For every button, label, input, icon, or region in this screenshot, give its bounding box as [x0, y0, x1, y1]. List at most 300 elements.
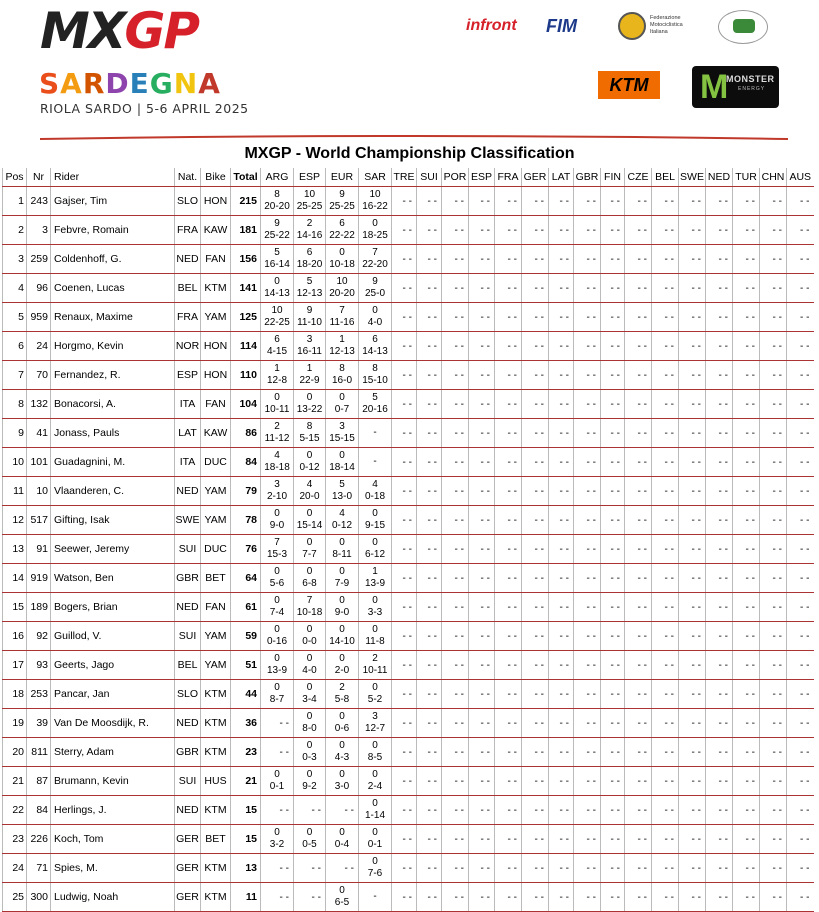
event-result-cell: [294, 187, 326, 216]
event-empty-cell: - -: [417, 622, 442, 651]
event-empty-cell: - -: [417, 593, 442, 622]
event-empty-cell: - -: [601, 564, 625, 593]
event-empty-cell: - -: [733, 216, 760, 245]
event-points: 10: [271, 305, 283, 316]
total-points-cell: 44: [231, 680, 261, 709]
event-empty-cell: - -: [549, 883, 574, 912]
event-empty-cell: - -: [679, 593, 706, 622]
rider-name-cell: Bogers, Brian: [51, 593, 175, 622]
col-header-event: AUS: [787, 168, 814, 187]
total-points-cell: 11: [231, 883, 261, 912]
event-empty-cell: - -: [787, 303, 814, 332]
table-row: [3, 622, 814, 651]
col-header-event: CHN: [760, 168, 787, 187]
event-empty-cell: - -: [625, 361, 652, 390]
event-empty-cell: - -: [652, 477, 679, 506]
event-empty-cell: - -: [652, 593, 679, 622]
event-empty-cell: - -: [760, 332, 787, 361]
event-points: 0: [372, 218, 378, 229]
event-empty-cell: - -: [469, 245, 495, 274]
rider-name-cell: Bonacorsi, A.: [51, 390, 175, 419]
moto-results: 0-3: [302, 752, 317, 763]
event-empty-cell: - -: [679, 419, 706, 448]
event-points: 0: [339, 624, 345, 635]
event-result-cell: [294, 361, 326, 390]
moto-results: 20-16: [362, 404, 388, 415]
event-empty-cell: - -: [679, 564, 706, 593]
number-cell: 41: [27, 419, 51, 448]
event-empty-cell: - -: [679, 187, 706, 216]
bike-cell: KTM: [201, 709, 231, 738]
event-empty-cell: - -: [495, 332, 522, 361]
total-points-cell: 79: [231, 477, 261, 506]
event-empty-cell: - -: [549, 564, 574, 593]
event-empty-cell: - -: [625, 767, 652, 796]
moto-results: 0-12: [299, 462, 320, 473]
event-empty-cell: - -: [549, 854, 574, 883]
nationality-cell: NED: [175, 796, 201, 825]
position-cell: 19: [3, 709, 27, 738]
col-header-nat: Nat.: [175, 168, 201, 187]
moto-results: 22-25: [264, 317, 290, 328]
table-row: [3, 477, 814, 506]
event-empty-cell: - -: [733, 854, 760, 883]
event-points: 0: [339, 537, 345, 548]
event-empty-cell: - -: [760, 448, 787, 477]
event-name: [39, 67, 221, 100]
event-points: 0: [274, 624, 280, 635]
moto-results: 18-25: [362, 230, 388, 241]
moto-results: 0-1: [367, 839, 383, 850]
table-row: [3, 854, 814, 883]
event-empty-cell: - -: [417, 187, 442, 216]
nationality-cell: NOR: [175, 332, 201, 361]
event-empty-cell: - -: [652, 506, 679, 535]
moto-results: 20-0: [299, 491, 320, 502]
event-empty-cell: - -: [787, 332, 814, 361]
event-empty-cell: - -: [549, 535, 574, 564]
rider-name-cell: Guadagnini, M.: [51, 448, 175, 477]
event-result-cell: [261, 419, 294, 448]
event-empty-cell: - -: [760, 216, 787, 245]
total-points-cell: 181: [231, 216, 261, 245]
event-empty-cell: - -: [392, 390, 417, 419]
event-empty-cell: - -: [760, 535, 787, 564]
event-points: 0: [372, 624, 378, 635]
moto-results: 5-6: [269, 578, 285, 589]
event-empty-cell: - -: [787, 535, 814, 564]
event-empty-cell: - -: [392, 303, 417, 332]
event-empty-cell: - -: [574, 448, 601, 477]
event-empty-cell: - -: [679, 535, 706, 564]
event-empty-cell: - -: [392, 506, 417, 535]
event-empty-cell: - -: [574, 390, 601, 419]
event-empty-cell: - -: [417, 564, 442, 593]
event-points: 0: [372, 682, 378, 693]
col-header-event: ARG: [261, 168, 294, 187]
position-cell: 14: [3, 564, 27, 593]
event-empty-cell: - -: [652, 245, 679, 274]
event-result-cell: [326, 274, 359, 303]
number-cell: 300: [27, 883, 51, 912]
col-header-event: POR: [442, 168, 469, 187]
event-empty-cell: - -: [392, 593, 417, 622]
event-empty-cell: - -: [733, 825, 760, 854]
event-points: 9: [274, 218, 280, 229]
event-result-cell: [261, 825, 294, 854]
number-cell: 226: [27, 825, 51, 854]
event-empty-cell: - -: [787, 825, 814, 854]
event-empty-cell: - -: [625, 593, 652, 622]
event-empty-cell: - -: [601, 535, 625, 564]
moto-results: 2-10: [266, 491, 287, 502]
moto-results: 12-13: [296, 288, 323, 299]
event-empty-cell: - -: [417, 216, 442, 245]
col-header-bike: Bike: [201, 168, 231, 187]
event-empty-cell: - -: [733, 883, 760, 912]
nationality-cell: SWE: [175, 506, 201, 535]
moto-results: 11-10: [297, 317, 322, 328]
event-empty-cell: - -: [549, 738, 574, 767]
event-empty-cell: - -: [417, 448, 442, 477]
event-empty-cell: - -: [392, 448, 417, 477]
event-result-cell: [359, 303, 392, 332]
event-result-cell: [294, 216, 326, 245]
event-empty-cell: - -: [549, 825, 574, 854]
col-header-event: TRE: [392, 168, 417, 187]
event-points: 0: [306, 537, 313, 548]
event-empty-cell: - -: [294, 796, 326, 825]
event-empty-cell: - -: [469, 564, 495, 593]
event-name-letter: R: [82, 67, 106, 100]
total-points-cell: 104: [231, 390, 261, 419]
event-empty-cell: - -: [392, 245, 417, 274]
col-header-event: GER: [522, 168, 549, 187]
moto-results: 12-13: [329, 346, 355, 357]
bike-cell: KTM: [201, 738, 231, 767]
event-empty-cell: - -: [625, 390, 652, 419]
event-empty-cell: - -: [495, 216, 522, 245]
event-empty-cell: - -: [549, 651, 574, 680]
moto-results: 18-20: [296, 259, 323, 270]
moto-results: 10-18: [296, 607, 323, 618]
number-cell: 517: [27, 506, 51, 535]
event-empty-cell: - -: [733, 187, 760, 216]
event-subtitle: RIOLA SARDO | 5-6 APRIL 2025: [40, 101, 249, 116]
event-empty-cell: - -: [601, 506, 625, 535]
event-empty-cell: - -: [495, 535, 522, 564]
total-points-cell: 110: [231, 361, 261, 390]
event-empty-cell: - -: [601, 274, 625, 303]
event-points: 6: [339, 218, 345, 229]
total-points-cell: 64: [231, 564, 261, 593]
event-result-cell: [326, 477, 359, 506]
moto-results: 25-25: [296, 201, 323, 212]
moto-results: 15-3: [266, 549, 287, 560]
event-result-cell: [359, 506, 392, 535]
event-empty-cell: - -: [495, 564, 522, 593]
event-points: 2: [339, 682, 345, 693]
bike-cell: FAN: [201, 593, 231, 622]
event-empty-cell: - -: [760, 622, 787, 651]
event-empty-cell: - -: [625, 506, 652, 535]
number-cell: 10: [27, 477, 51, 506]
event-empty-cell: - -: [549, 593, 574, 622]
event-result-cell: [326, 622, 359, 651]
event-empty-cell: - -: [442, 361, 469, 390]
event-result-cell: [261, 680, 294, 709]
event-empty-cell: - -: [625, 796, 652, 825]
number-cell: 811: [27, 738, 51, 767]
event-empty-cell: - -: [679, 506, 706, 535]
event-empty-cell: - -: [469, 390, 495, 419]
event-points: 5: [306, 276, 313, 287]
nationality-cell: GER: [175, 883, 201, 912]
event-points: 2: [274, 421, 280, 432]
event-result-cell: [294, 448, 326, 477]
bike-cell: YAM: [201, 506, 231, 535]
event-empty-cell: - -: [574, 651, 601, 680]
total-points-cell: 21: [231, 767, 261, 796]
event-empty-cell: - -: [625, 709, 652, 738]
table-row: [3, 332, 814, 361]
event-empty-cell: - -: [652, 767, 679, 796]
event-empty-cell: - -: [625, 622, 652, 651]
event-result-cell: [359, 448, 392, 477]
event-empty-cell: - -: [417, 738, 442, 767]
event-empty-cell: - -: [679, 477, 706, 506]
event-empty-cell: - -: [469, 303, 495, 332]
event-empty-cell: - -: [706, 796, 733, 825]
number-cell: 71: [27, 854, 51, 883]
event-empty-cell: - -: [417, 332, 442, 361]
event-empty-cell: - -: [495, 506, 522, 535]
event-empty-cell: - -: [417, 767, 442, 796]
header-divider-swoosh: [40, 134, 788, 140]
event-points: 0: [372, 798, 378, 809]
event-empty-cell: - -: [522, 709, 549, 738]
table-row: [3, 448, 814, 477]
event-result-cell: [326, 390, 359, 419]
rider-name-cell: Fernandez, R.: [51, 361, 175, 390]
nationality-cell: GER: [175, 854, 201, 883]
infront-logo: infront: [466, 17, 517, 34]
number-cell: 24: [27, 332, 51, 361]
event-points: 2: [372, 653, 378, 664]
position-cell: 7: [3, 361, 27, 390]
event-empty-cell: - -: [469, 796, 495, 825]
event-empty-cell: - -: [495, 274, 522, 303]
event-empty-cell: - -: [760, 361, 787, 390]
bike-cell: KTM: [201, 854, 231, 883]
event-empty-cell: - -: [522, 477, 549, 506]
event-empty-cell: - -: [760, 477, 787, 506]
event-result-cell: [359, 622, 392, 651]
event-points: 0: [274, 682, 280, 693]
rider-name-cell: Brumann, Kevin: [51, 767, 175, 796]
moto-results: 22-20: [362, 259, 388, 270]
event-result-cell: [261, 390, 294, 419]
event-result-cell: [261, 361, 294, 390]
event-empty-cell: - -: [679, 332, 706, 361]
event-empty-cell: - -: [469, 448, 495, 477]
event-points: 9: [306, 305, 313, 316]
bike-cell: KTM: [201, 883, 231, 912]
moto-results: 3-2: [269, 839, 285, 850]
event-empty-cell: - -: [787, 738, 814, 767]
event-empty-cell: - -: [574, 854, 601, 883]
event-empty-cell: - -: [760, 303, 787, 332]
event-empty-cell: - -: [495, 187, 522, 216]
table-row: [3, 506, 814, 535]
event-empty-cell: - -: [417, 680, 442, 709]
moto-results: -: [373, 456, 377, 467]
moto-results: 14-16: [296, 230, 323, 241]
event-points: 1: [372, 566, 378, 577]
rider-name-cell: Geerts, Jago: [51, 651, 175, 680]
event-points: 5: [372, 392, 378, 403]
moto-results: 10-11: [362, 665, 388, 676]
event-empty-cell: - -: [469, 419, 495, 448]
event-result-cell: [261, 216, 294, 245]
table-row: [3, 767, 814, 796]
event-points: 7: [339, 305, 345, 316]
event-points: 5: [339, 479, 345, 490]
event-empty-cell: - -: [601, 593, 625, 622]
event-result-cell: [261, 506, 294, 535]
bike-cell: YAM: [201, 303, 231, 332]
event-result-cell: [261, 245, 294, 274]
nationality-cell: SLO: [175, 187, 201, 216]
nationality-cell: NED: [175, 477, 201, 506]
event-empty-cell: - -: [760, 825, 787, 854]
event-empty-cell: - -: [733, 390, 760, 419]
nationality-cell: ITA: [175, 448, 201, 477]
event-points: 0: [306, 769, 313, 780]
total-points-cell: 125: [231, 303, 261, 332]
event-result-cell: [326, 564, 359, 593]
event-empty-cell: - -: [442, 477, 469, 506]
event-empty-cell: - -: [652, 738, 679, 767]
event-empty-cell: - -: [625, 419, 652, 448]
rider-name-cell: Coenen, Lucas: [51, 274, 175, 303]
event-points: 6: [306, 247, 313, 258]
event-empty-cell: - -: [574, 303, 601, 332]
nationality-cell: GBR: [175, 738, 201, 767]
event-empty-cell: - -: [733, 796, 760, 825]
moto-results: 11-8: [365, 636, 385, 647]
event-empty-cell: - -: [392, 651, 417, 680]
number-cell: 87: [27, 767, 51, 796]
event-empty-cell: - -: [760, 564, 787, 593]
bike-cell: KTM: [201, 274, 231, 303]
event-empty-cell: - -: [706, 245, 733, 274]
moto-results: 15-14: [296, 520, 323, 531]
nationality-cell: SUI: [175, 767, 201, 796]
number-cell: 189: [27, 593, 51, 622]
event-result-cell: [359, 738, 392, 767]
total-points-cell: 15: [231, 825, 261, 854]
event-empty-cell: - -: [442, 883, 469, 912]
rider-name-cell: Spies, M.: [51, 854, 175, 883]
event-points: 0: [306, 450, 313, 461]
event-empty-cell: - -: [574, 361, 601, 390]
table-row: [3, 216, 814, 245]
event-empty-cell: - -: [574, 477, 601, 506]
event-empty-cell: - -: [787, 216, 814, 245]
event-result-cell: [294, 825, 326, 854]
rider-name-cell: Watson, Ben: [51, 564, 175, 593]
table-row: [3, 593, 814, 622]
event-empty-cell: - -: [522, 419, 549, 448]
event-empty-cell: - -: [652, 274, 679, 303]
event-empty-cell: - -: [574, 564, 601, 593]
event-empty-cell: - -: [760, 274, 787, 303]
event-empty-cell: - -: [706, 593, 733, 622]
event-empty-cell: - -: [442, 448, 469, 477]
event-empty-cell: - -: [706, 651, 733, 680]
event-empty-cell: - -: [417, 390, 442, 419]
position-cell: 25: [3, 883, 27, 912]
event-empty-cell: - -: [442, 506, 469, 535]
position-cell: 18: [3, 680, 27, 709]
event-empty-cell: - -: [392, 361, 417, 390]
moto-results: 8-7: [269, 694, 285, 705]
event-empty-cell: - -: [442, 738, 469, 767]
table-row: [3, 245, 814, 274]
moto-results: 3-3: [367, 607, 383, 618]
total-points-cell: 84: [231, 448, 261, 477]
event-empty-cell: - -: [760, 245, 787, 274]
event-result-cell: [359, 651, 392, 680]
position-cell: 13: [3, 535, 27, 564]
event-points: 0: [274, 653, 280, 664]
col-header-event: ESP: [294, 168, 326, 187]
event-empty-cell: - -: [601, 477, 625, 506]
event-empty-cell: - -: [574, 245, 601, 274]
event-empty-cell: - -: [392, 622, 417, 651]
event-empty-cell: - -: [625, 477, 652, 506]
event-empty-cell: - -: [469, 825, 495, 854]
event-result-cell: [326, 448, 359, 477]
rider-name-cell: Pancar, Jan: [51, 680, 175, 709]
event-points: 8: [274, 189, 280, 200]
event-empty-cell: - -: [679, 738, 706, 767]
event-result-cell: [294, 245, 326, 274]
event-points: 0: [372, 740, 378, 751]
event-empty-cell: - -: [442, 854, 469, 883]
bike-cell: HUS: [201, 767, 231, 796]
moto-results: 1-14: [364, 810, 385, 821]
col-header-event: TUR: [733, 168, 760, 187]
event-empty-cell: - -: [706, 448, 733, 477]
moto-results: 12-7: [364, 723, 385, 734]
event-result-cell: [294, 767, 326, 796]
event-empty-cell: - -: [652, 535, 679, 564]
moto-results: 25-0: [364, 288, 385, 299]
event-points: 1: [306, 363, 313, 374]
event-empty-cell: - -: [574, 187, 601, 216]
moto-results: 10-18: [329, 259, 355, 270]
moto-results: 0-6: [334, 723, 350, 734]
moto-results: 4-3: [334, 752, 350, 763]
event-empty-cell: - -: [679, 854, 706, 883]
event-result-cell: [326, 303, 359, 332]
moto-results: 6-12: [364, 549, 385, 560]
position-cell: 8: [3, 390, 27, 419]
moto-results: 6-5: [334, 897, 350, 908]
event-empty-cell: - -: [679, 680, 706, 709]
